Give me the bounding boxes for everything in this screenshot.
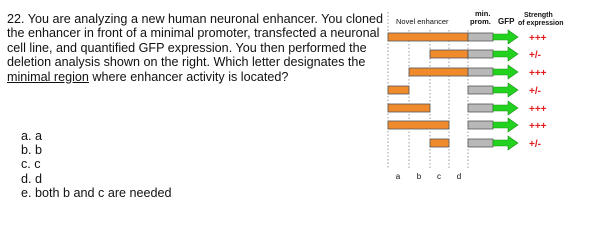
region-label-d: d	[456, 172, 462, 181]
gfp-arrow-icon	[493, 118, 518, 132]
construct-rows	[388, 30, 547, 150]
choice-e[interactable]: e. both b and c are needed	[21, 185, 172, 200]
strength-label: +/-	[529, 50, 541, 61]
gfp-arrow-icon	[493, 47, 518, 61]
region-label-c: c	[437, 172, 441, 181]
construct-row	[388, 83, 541, 97]
strength-label: +++	[529, 33, 547, 44]
question-underlined: minimal region	[7, 69, 89, 84]
strength-label: +/-	[529, 86, 541, 97]
gfp-arrow-icon	[493, 30, 518, 44]
enhancer-segment	[388, 33, 468, 41]
enhancer-segment	[409, 68, 468, 76]
gfp-arrow-icon	[493, 83, 518, 97]
question-part1: 22. You are analyzing a new human neuronal enhancer. You cloned the enhancer in front of a minimal promoter, transfected a neuronal cell line, and quantified GFP expression. You then performed the deletion analysis shown on the right. Which letter designates the	[7, 12, 384, 70]
promoter-segment	[468, 121, 493, 129]
promoter-segment	[468, 68, 493, 76]
strength-label: +++	[529, 121, 547, 132]
region-label-a: a	[395, 172, 401, 181]
promoter-segment	[468, 104, 493, 112]
gfp-arrow-icon	[493, 101, 518, 115]
construct-row	[430, 47, 541, 61]
gfp-arrow-icon	[493, 136, 518, 150]
choice-b[interactable]: b. b	[21, 143, 43, 158]
question-part2: where enhancer activity is located?	[88, 69, 289, 84]
header-strength-line1: Strength	[524, 12, 553, 19]
promoter-segment	[468, 33, 493, 41]
enhancer-segment	[388, 86, 409, 94]
construct-row	[388, 118, 547, 132]
promoter-segment	[468, 86, 493, 94]
header-strength-line2: of expression	[518, 20, 564, 27]
choice-a[interactable]: a. a	[21, 129, 43, 143]
construct-row	[430, 136, 541, 150]
header-gfp: GFP	[498, 17, 515, 26]
gfp-arrow-icon	[493, 65, 518, 79]
choice-d[interactable]: d. d	[21, 171, 43, 186]
header-enhancer: Novel enhancer	[396, 17, 449, 26]
choice-c[interactable]: c. c	[21, 157, 41, 172]
promoter-segment	[468, 139, 493, 147]
strength-label: +++	[529, 68, 547, 79]
strength-label: +++	[529, 104, 547, 115]
enhancer-segment	[430, 50, 468, 58]
header-prom-line1: min.	[475, 9, 491, 18]
strength-label: +/-	[529, 139, 541, 150]
enhancer-segment	[388, 121, 449, 129]
construct-row	[388, 30, 547, 44]
header-prom-line2: prom.	[470, 17, 491, 26]
promoter-segment	[468, 50, 493, 58]
enhancer-segment	[388, 104, 430, 112]
construct-row	[388, 101, 547, 115]
enhancer-segment	[430, 139, 449, 147]
region-label-b: b	[416, 172, 422, 181]
